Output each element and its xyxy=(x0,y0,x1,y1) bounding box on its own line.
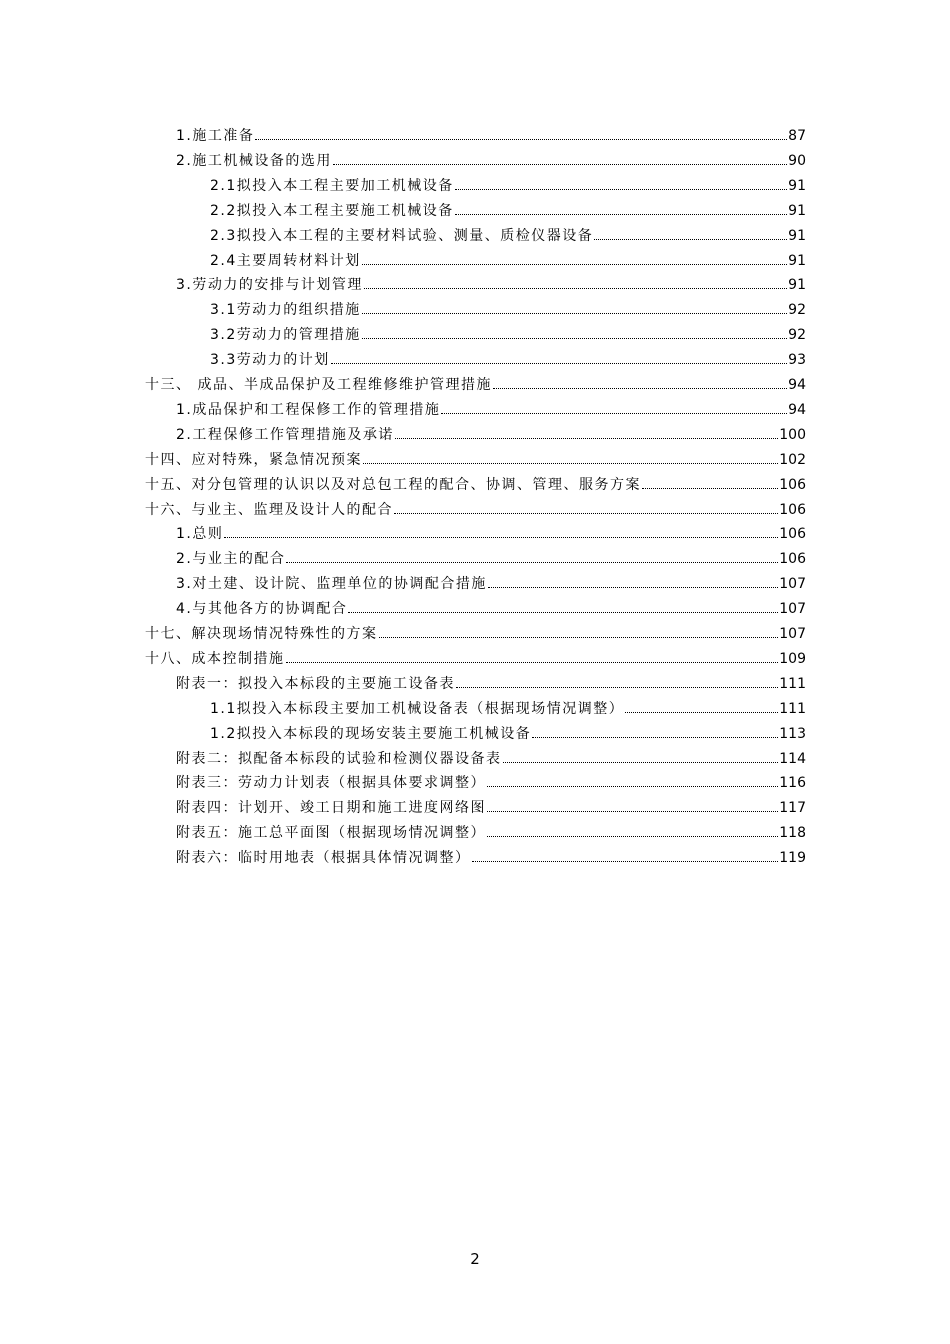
toc-entry[interactable] xyxy=(176,673,806,698)
toc-leader-dots xyxy=(286,648,779,663)
toc-entry[interactable] xyxy=(176,772,806,797)
toc-entry-page: 93 xyxy=(788,352,806,368)
toc-entry[interactable] xyxy=(176,125,806,150)
toc-entry[interactable] xyxy=(210,299,806,324)
toc-entry[interactable] xyxy=(210,200,806,225)
toc-entry-title: 2.1拟投入本工程主要加工机械设备 xyxy=(210,178,454,194)
toc-entry[interactable] xyxy=(176,399,806,424)
toc-entry-page: 117 xyxy=(779,800,806,816)
toc-entry-title: 附表五：施工总平面图（根据现场情况调整） xyxy=(176,825,486,841)
toc-entry-title: 3.2劳动力的管理措施 xyxy=(210,327,361,343)
toc-entry-page: 119 xyxy=(779,850,806,866)
toc-leader-dots xyxy=(286,548,778,563)
toc-entry-title: 2.与业主的配合 xyxy=(176,551,286,567)
toc-entry[interactable] xyxy=(176,150,806,175)
page-number: 2 xyxy=(470,1250,480,1268)
toc-entry-title: 十三、 成品、半成品保护及工程维修维护管理措施 xyxy=(145,377,492,393)
toc-leader-dots xyxy=(255,125,787,140)
toc-entry[interactable] xyxy=(145,623,806,648)
toc-entry-page: 106 xyxy=(779,551,806,567)
toc-leader-dots xyxy=(333,150,787,165)
toc-leader-dots xyxy=(331,349,787,364)
toc-entry-title: 1.2拟投入本标段的现场安装主要施工机械设备 xyxy=(210,726,532,742)
toc-entry-title: 1.成品保护和工程保修工作的管理措施 xyxy=(176,402,441,418)
toc-leader-dots xyxy=(364,274,787,289)
toc-leader-dots xyxy=(362,299,787,314)
toc-entry-page: 107 xyxy=(779,576,806,592)
toc-leader-dots xyxy=(362,324,787,339)
toc-entry-page: 90 xyxy=(788,153,806,169)
toc-entry-page: 91 xyxy=(788,203,806,219)
toc-entry[interactable] xyxy=(210,349,806,374)
toc-entry-page: 106 xyxy=(779,526,806,542)
toc-entry-page: 100 xyxy=(779,427,806,443)
toc-entry[interactable] xyxy=(145,374,806,399)
toc-leader-dots xyxy=(532,723,778,738)
toc-entry-title: 2.2拟投入本工程主要施工机械设备 xyxy=(210,203,454,219)
toc-entry-title: 十五、对分包管理的认识以及对总包工程的配合、协调、管理、服务方案 xyxy=(145,477,641,493)
toc-entry-page: 92 xyxy=(788,302,806,318)
toc-entry-page: 111 xyxy=(779,701,806,717)
toc-leader-dots xyxy=(362,250,787,265)
toc-entry[interactable] xyxy=(176,598,806,623)
toc-entry-page: 102 xyxy=(779,452,806,468)
toc-entry[interactable] xyxy=(145,449,806,474)
toc-entry-page: 91 xyxy=(788,178,806,194)
toc-entry-page: 109 xyxy=(779,651,806,667)
toc-entry-page: 94 xyxy=(788,402,806,418)
toc-entry-title: 附表二：拟配备本标段的试验和检测仪器设备表 xyxy=(176,751,502,767)
toc-entry-title: 十六、与业主、监理及设计人的配合 xyxy=(145,502,393,518)
toc-entry-title: 十四、应对特殊，紧急情况预案 xyxy=(145,452,362,468)
toc-entry[interactable] xyxy=(210,175,806,200)
toc-leader-dots xyxy=(363,449,778,464)
toc-entry-title: 2.施工机械设备的选用 xyxy=(176,153,332,169)
toc-entry[interactable] xyxy=(176,523,806,548)
toc-leader-dots xyxy=(224,523,778,538)
toc-entry[interactable] xyxy=(176,548,806,573)
toc-entry-page: 107 xyxy=(779,601,806,617)
toc-entry-page: 116 xyxy=(779,775,806,791)
toc-entry[interactable] xyxy=(145,499,806,524)
toc-entry-title: 1.1拟投入本标段主要加工机械设备表（根据现场情况调整） xyxy=(210,701,625,717)
toc-entry[interactable] xyxy=(145,648,806,673)
toc-entry-title: 2.3拟投入本工程的主要材料试验、测量、质检仪器设备 xyxy=(210,228,594,244)
toc-entry[interactable] xyxy=(210,723,806,748)
toc-entry[interactable] xyxy=(210,250,806,275)
toc-entry-page: 94 xyxy=(788,377,806,393)
toc-entry[interactable] xyxy=(210,225,806,250)
toc-entry-page: 91 xyxy=(788,253,806,269)
toc-entry-title: 1.施工准备 xyxy=(176,128,255,144)
toc-entry-title: 十八、成本控制措施 xyxy=(145,651,285,667)
toc-entry-title: 3.劳动力的安排与计划管理 xyxy=(176,277,363,293)
toc-entry-page: 106 xyxy=(779,502,806,518)
toc-entry-title: 附表一：拟投入本标段的主要施工设备表 xyxy=(176,676,455,692)
toc-leader-dots xyxy=(441,399,787,414)
toc-leader-dots xyxy=(625,698,778,713)
toc-entry[interactable] xyxy=(145,474,806,499)
toc-leader-dots xyxy=(379,623,779,638)
toc-leader-dots xyxy=(487,822,778,837)
toc-entry[interactable] xyxy=(210,698,806,723)
toc-entry[interactable] xyxy=(176,424,806,449)
toc-entry[interactable] xyxy=(176,797,806,822)
toc-entry-page: 118 xyxy=(779,825,806,841)
toc-entry[interactable] xyxy=(176,822,806,847)
toc-leader-dots xyxy=(503,748,779,763)
toc-leader-dots xyxy=(642,474,778,489)
toc-leader-dots xyxy=(456,673,778,688)
toc-entry-title: 3.1劳动力的组织措施 xyxy=(210,302,361,318)
toc-entry-title: 4.与其他各方的协调配合 xyxy=(176,601,348,617)
toc-leader-dots xyxy=(594,225,787,240)
toc-entry-page: 87 xyxy=(788,128,806,144)
toc-entry-page: 91 xyxy=(788,228,806,244)
toc-entry-page: 107 xyxy=(779,626,806,642)
toc-entry[interactable] xyxy=(176,573,806,598)
toc-entry-page: 114 xyxy=(779,751,806,767)
toc-leader-dots xyxy=(455,200,787,215)
toc-entry-page: 111 xyxy=(779,676,806,692)
toc-entry-title: 附表六：临时用地表（根据具体情况调整） xyxy=(176,850,471,866)
toc-leader-dots xyxy=(487,772,778,787)
toc-entry-title: 十七、解决现场情况特殊性的方案 xyxy=(145,626,378,642)
toc-leader-dots xyxy=(488,573,778,588)
toc-leader-dots xyxy=(487,797,778,812)
toc-entry-title: 2.工程保修工作管理措施及承诺 xyxy=(176,427,394,443)
toc-entry-page: 113 xyxy=(779,726,806,742)
toc-entry-title: 2.4主要周转材料计划 xyxy=(210,253,361,269)
toc-entry-title: 3.对土建、设计院、监理单位的协调配合措施 xyxy=(176,576,487,592)
toc-leader-dots xyxy=(472,847,779,862)
toc-leader-dots xyxy=(348,598,778,613)
toc-leader-dots xyxy=(493,374,787,389)
toc-entry[interactable] xyxy=(176,847,806,872)
toc-entry-page: 106 xyxy=(779,477,806,493)
toc-entry-title: 附表四：计划开、竣工日期和施工进度网络图 xyxy=(176,800,486,816)
toc-entry-title: 附表三：劳动力计划表（根据具体要求调整） xyxy=(176,775,486,791)
toc-entry-page: 92 xyxy=(788,327,806,343)
toc-entry-page: 91 xyxy=(788,277,806,293)
toc-entry-title: 1.总则 xyxy=(176,526,224,542)
toc-entry[interactable] xyxy=(176,274,806,299)
toc-leader-dots xyxy=(394,499,778,514)
toc-leader-dots xyxy=(395,424,778,439)
toc-leader-dots xyxy=(455,175,787,190)
toc-entry[interactable] xyxy=(176,748,806,773)
toc-entry[interactable] xyxy=(210,324,806,349)
toc-entry-title: 3.3劳动力的计划 xyxy=(210,352,330,368)
